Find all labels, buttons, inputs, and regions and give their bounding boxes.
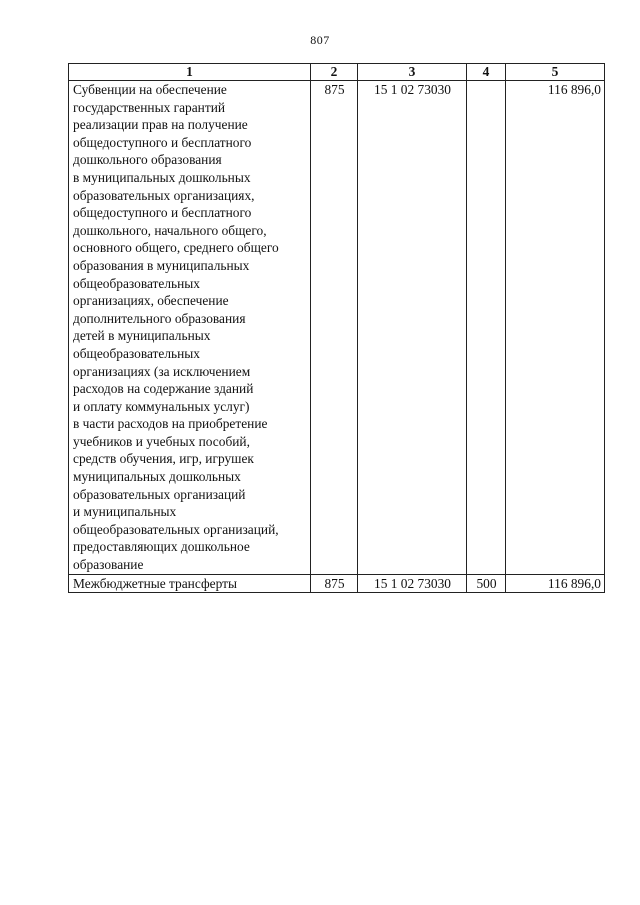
name-line: расходов на содержание зданий — [73, 381, 254, 397]
name-line: образование — [73, 557, 144, 573]
header-col-5: 5 — [506, 64, 605, 81]
name-line: общеобразовательных — [73, 345, 201, 361]
name-line: дошкольного образования — [73, 152, 222, 168]
header-col-1: 1 — [69, 64, 311, 81]
name-line: предоставляющих дошкольное — [73, 539, 250, 555]
row-transfer-name: Межбюджетные трансферты — [69, 574, 311, 593]
name-line: учебников и учебных пособий, — [73, 433, 250, 449]
row-subvention-col2: 875 — [311, 81, 358, 575]
name-line: организациях, обеспечение — [73, 293, 229, 309]
name-line: дополнительного образования — [73, 310, 246, 326]
row-transfer-col4: 500 — [467, 574, 506, 593]
name-line: образовательных организаций — [73, 486, 246, 502]
name-line: средств обучения, игр, игрушек — [73, 451, 254, 467]
row-transfer-col3: 15 1 02 73030 — [358, 574, 467, 593]
budget-table — [68, 63, 605, 593]
name-line: Субвенции на обеспечение — [73, 82, 227, 97]
name-line: общеобразовательных организаций, — [73, 521, 279, 537]
row-subvention-col3: 15 1 02 73030 — [358, 81, 467, 575]
row-subvention-col4 — [467, 81, 506, 575]
name-line: детей в муниципальных — [73, 328, 211, 344]
table-row — [69, 81, 605, 575]
table-header-row — [69, 64, 605, 81]
name-line: образования в муниципальных — [73, 257, 250, 273]
name-line: в части расходов на приобретение — [73, 416, 268, 432]
name-line: основного общего, среднего общего — [73, 240, 279, 256]
name-line: реализации прав на получение — [73, 117, 248, 133]
name-line: дошкольного, начального общего, — [73, 222, 267, 238]
name-line: государственных гарантий — [73, 99, 226, 115]
row-transfer-col5: 116 896,0 — [506, 574, 605, 593]
row-transfer-col2: 875 — [311, 574, 358, 593]
header-col-4: 4 — [467, 64, 506, 81]
name-line: и оплату коммунальных услуг) — [73, 398, 250, 414]
name-line: общедоступного и бесплатного — [73, 134, 252, 150]
header-col-3: 3 — [358, 64, 467, 81]
name-line: муниципальных дошкольных — [73, 469, 241, 485]
row-subvention-col5: 116 896,0 — [506, 81, 605, 575]
name-line: и муниципальных — [73, 504, 177, 520]
name-line: общедоступного и бесплатного — [73, 205, 252, 221]
name-line: общеобразовательных — [73, 275, 201, 291]
header-col-2: 2 — [311, 64, 358, 81]
table-row — [69, 574, 605, 593]
name-line: организациях (за исключением — [73, 363, 251, 379]
row-subvention-name — [69, 81, 311, 575]
name-line: в муниципальных дошкольных — [73, 169, 251, 185]
name-line: образовательных организациях, — [73, 187, 255, 203]
page-number: 807 — [310, 33, 330, 47]
